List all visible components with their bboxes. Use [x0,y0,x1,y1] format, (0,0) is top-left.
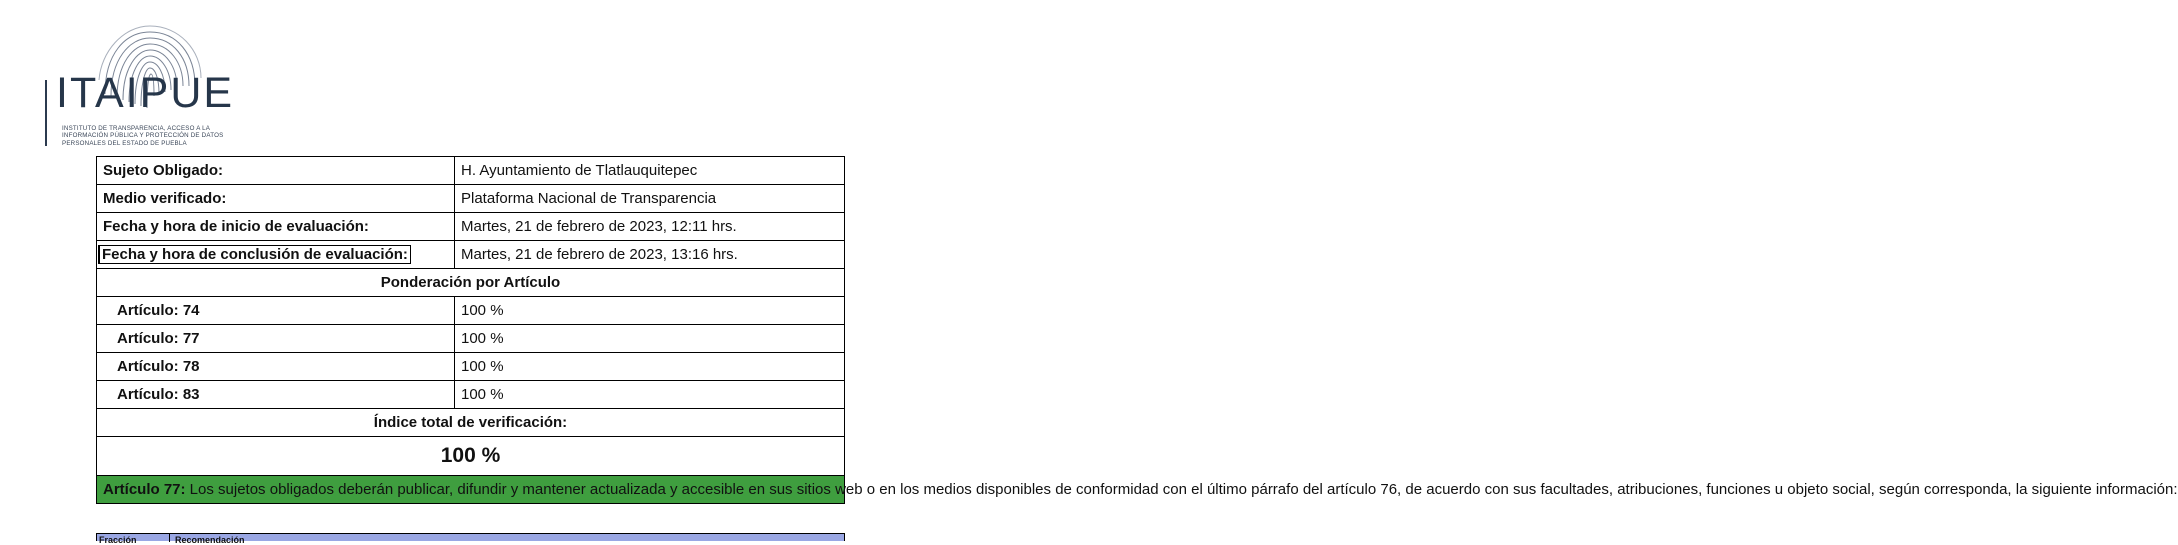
fraccion-header: Fracción [99,535,137,545]
articulo77-row [97,476,845,504]
indice-value-row [97,437,845,476]
next-table-header [96,533,845,545]
header-value: H. Ayuntamiento de Tlatlauquitepec [455,157,845,185]
articulo-label: Artículo: 77 [97,325,455,353]
articulo-label: Artículo: 74 [97,297,455,325]
header-label-cell [97,241,455,269]
logo-bar [45,80,47,146]
header-value: Martes, 21 de febrero de 2023, 13:16 hrs. [455,241,845,269]
articulo-row [97,353,845,381]
articulo-row [97,325,845,353]
itaipue-logo [40,24,270,150]
articulo-value: 100 % [455,325,845,353]
articulo-label: Artículo: 78 [97,353,455,381]
articulo-row [97,381,845,409]
header-row [97,157,845,185]
header-label: Medio verificado: [97,185,455,213]
indice-title-row [97,409,845,437]
articulo-row [97,297,845,325]
ponderacion-row [97,269,845,297]
ponderacion-title: Ponderación por Artículo [97,269,845,297]
header-row [97,213,845,241]
articulo77-cell [97,476,2178,504]
header-label: Sujeto Obligado: [97,157,455,185]
header-label: Fecha y hora de conclusión de evaluación: [98,245,411,264]
articulo77-heading: Artículo 77: [103,481,186,498]
verification-table [96,156,2178,504]
indice-value: 100 % [97,437,845,476]
articulo77-text: Los sujetos obligados deberán publicar, difundir y mantener actualizada y accesible en sus sitios web o en los medios disponibles de conformidad con el último párrafo del artículo 76, de acuerdo con sus facultades, atribuciones, funciones u objeto social, según corresponda, la siguiente información: [185,481,2178,498]
articulo-value: 100 % [455,353,845,381]
header-row [97,241,845,269]
header-label: Fecha y hora de inicio de evaluación: [97,213,455,241]
column-divider [169,534,170,542]
recomendacion-header: Recomendación [175,535,245,545]
logo-subtitle: INSTITUTO DE TRANSPARENCIA, ACCESO A LA INFORMACIÓN PÚBLICA Y PROTECCIÓN DE DATOS PERSONALES DEL ESTADO DE PUEBLA [62,125,224,147]
logo-wordmark: ITAIPUE [56,69,235,117]
articulo-label: Artículo: 83 [97,381,455,409]
articulo-value: 100 % [455,381,845,409]
header-value: Plataforma Nacional de Transparencia [455,185,845,213]
indice-title: Índice total de verificación: [97,409,845,437]
articulo-value: 100 % [455,297,845,325]
header-row [97,185,845,213]
header-value: Martes, 21 de febrero de 2023, 12:11 hrs. [455,213,845,241]
